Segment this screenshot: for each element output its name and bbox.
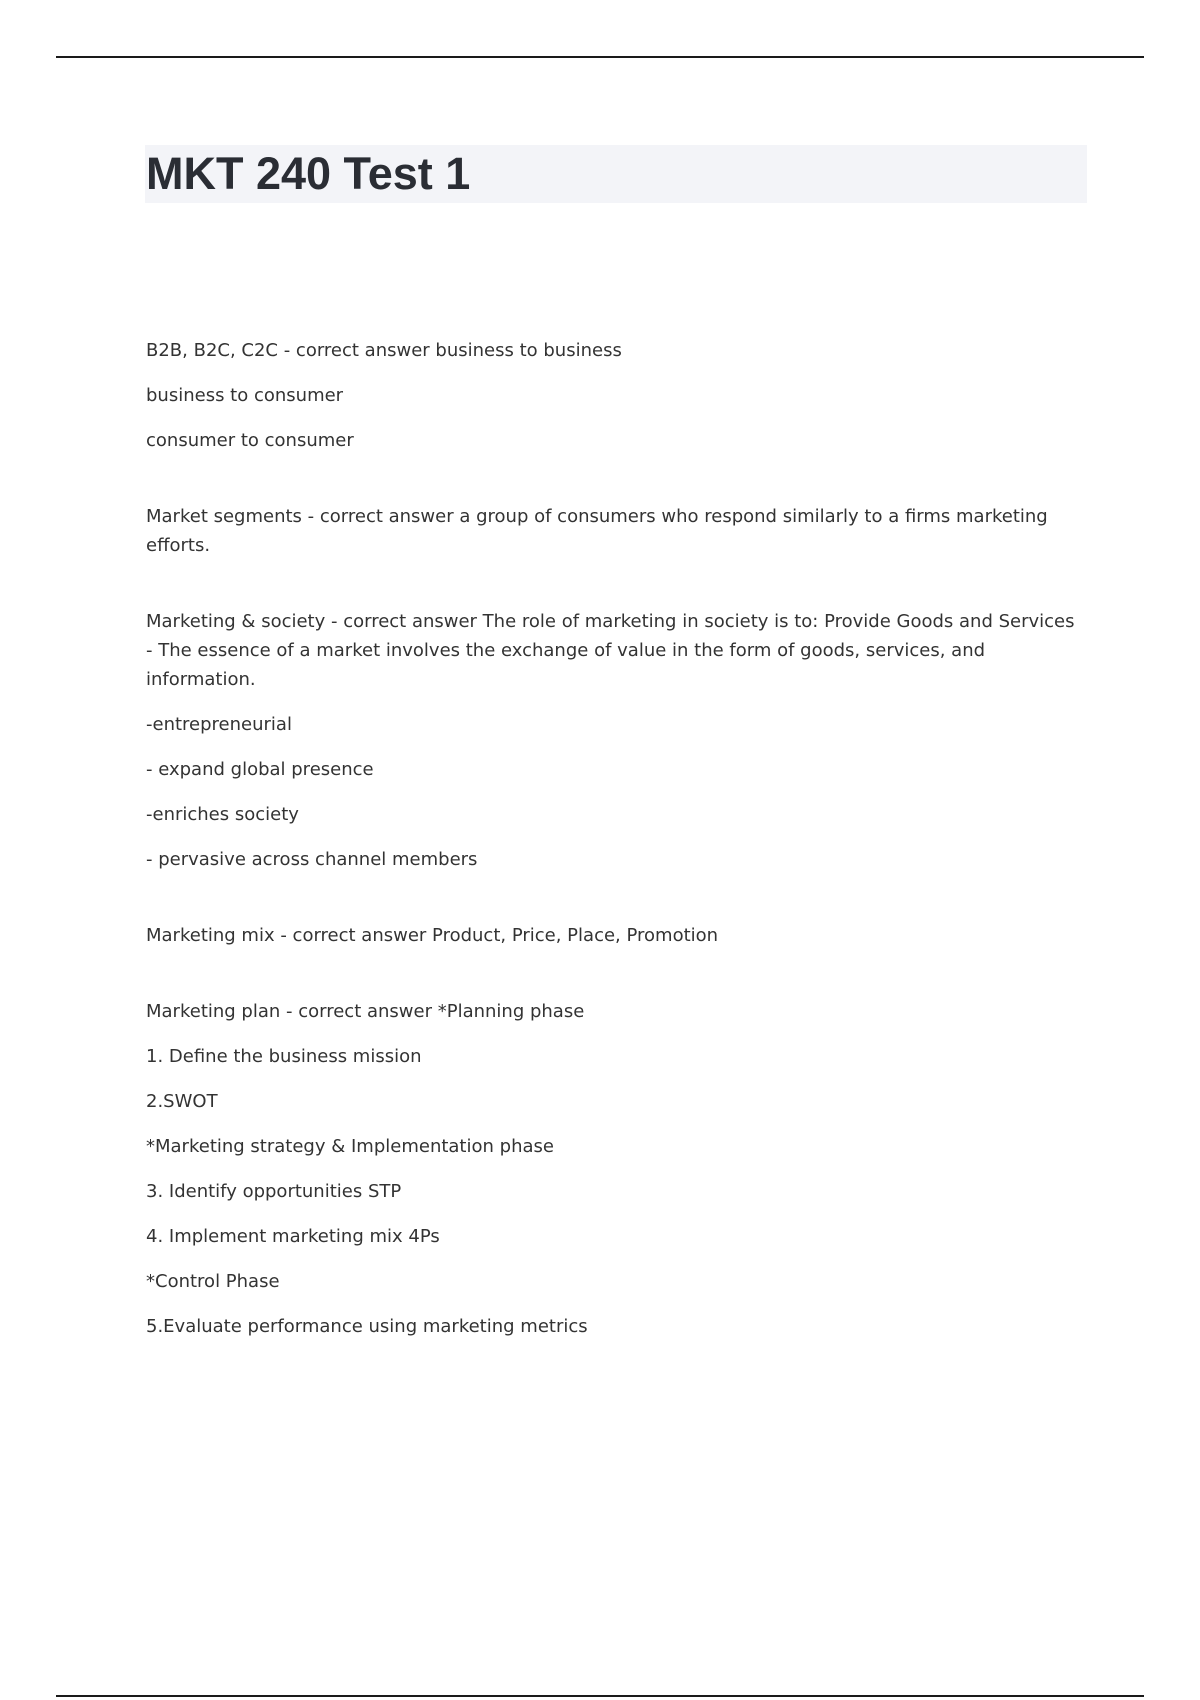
flashcard-marketing-plan [146,997,1086,1341]
flashcard-line: 4. Implement marketing mix 4Ps [146,1226,440,1247]
flashcard-line: 2.SWOT [146,1091,218,1112]
flashcard-line: *Marketing strategy & Implementation phase [146,1136,554,1157]
flashcard-list [146,336,1086,1388]
flashcard-line: Market segments - correct answer a group of consumers who respond similarly to a firms marketing efforts. [146,506,1048,556]
flashcard-line: 1. Define the business mission [146,1046,422,1067]
flashcard-line: -enriches society [146,804,299,825]
bottom-rule [56,1695,1144,1697]
flashcard-line: consumer to consumer [146,430,354,451]
flashcard-line: Marketing mix - correct answer Product, Price, Place, Promotion [146,925,719,946]
flashcard-marketing-mix [146,921,1086,950]
flashcard-line: Marketing plan - correct answer *Planning phase [146,1001,585,1022]
flashcard-line: B2B, B2C, C2C - correct answer business to business [146,340,622,361]
flashcard-b2b-b2c-c2c [146,336,1086,455]
top-rule [56,56,1144,58]
flashcard-marketing-society [146,607,1086,874]
flashcard-line: 3. Identify opportunities STP [146,1181,402,1202]
flashcard-line: 5.Evaluate performance using marketing metrics [146,1316,588,1337]
flashcard-line: *Control Phase [146,1271,280,1292]
flashcard-market-segments [146,502,1086,560]
flashcard-line: - pervasive across channel members [146,849,478,870]
flashcard-line: business to consumer [146,385,344,406]
flashcard-line: Marketing & society - correct answer The role of marketing in society is to: Provide Goods and Services - The essence of a market involves the exchange of value in the form of goods, services, and information. [146,611,1075,690]
page-title: MKT 240 Test 1 [146,148,471,199]
flashcard-line: -entrepreneurial [146,714,292,735]
flashcard-line: - expand global presence [146,759,374,780]
